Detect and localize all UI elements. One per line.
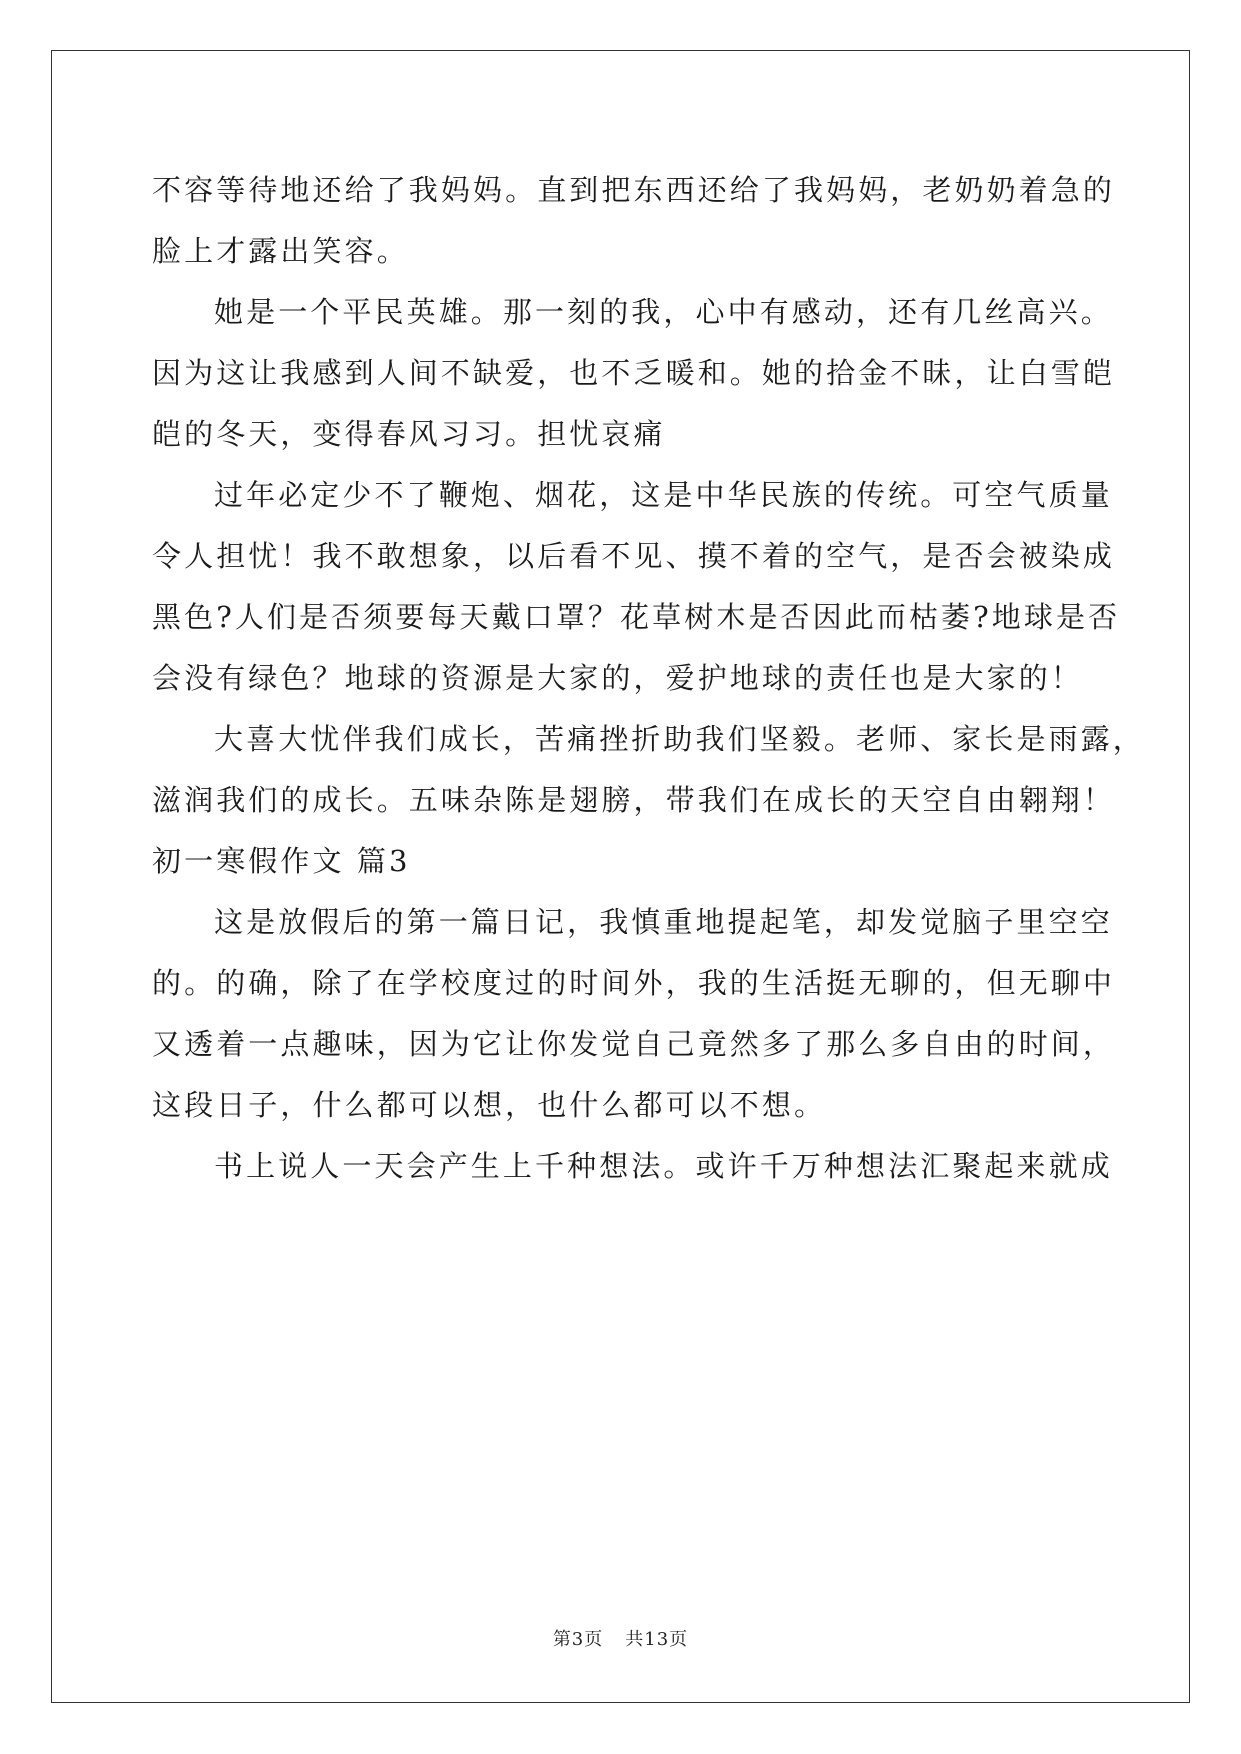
text-line: 会没有绿色？地球的资源是大家的，爱护地球的责任也是大家的！ (152, 661, 1083, 695)
text-line: 因为这让我感到人间不缺爱，也不乏暖和。她的拾金不昧，让白雪皑 (152, 356, 1116, 390)
text-line: 滋润我们的成长。五味杂陈是翅膀，带我们在成长的天空自由翱翔！ (152, 783, 1116, 817)
page-footer (0, 1625, 1241, 1651)
text-line: 这是放假后的第一篇日记，我慎重地提起笔，却发觉脑子里空空 (214, 905, 1113, 939)
text-line: 不容等待地还给了我妈妈。直到把东西还给了我妈妈，老奶奶着急的 (152, 173, 1116, 207)
text-line: 她是一个平民英雄。那一刻的我，心中有感动，还有几丝高兴。 (214, 295, 1113, 329)
text-line: 又透着一点趣味，因为它让你发觉自己竟然多了那么多自由的时间， (152, 1027, 1116, 1061)
document-body (152, 160, 1145, 1197)
page-total: 共13页 (625, 1629, 689, 1650)
text-line: 黑色?人们是否须要每天戴口罩？花草树木是否因此而枯萎?地球是否 (152, 600, 1121, 634)
text-line: 令人担忧！我不敢想象，以后看不见、摸不着的空气，是否会被染成 (152, 539, 1116, 573)
text-line: 的。的确，除了在学校度过的时间外，我的生活挺无聊的，但无聊中 (152, 966, 1116, 1000)
text-line: 皑的冬天，变得春风习习。担忧哀痛 (152, 417, 666, 451)
section-heading: 初一寒假作文 篇3 (152, 844, 411, 878)
text-line: 书上说人一天会产生上千种想法。或许千万种想法汇聚起来就成 (214, 1149, 1113, 1183)
text-line: 过年必定少不了鞭炮、烟花，这是中华民族的传统。可空气质量 (214, 478, 1113, 512)
text-line: 这段日子，什么都可以想，也什么都可以不想。 (152, 1088, 827, 1122)
page-number: 第3页 (552, 1629, 604, 1650)
text-line: 脸上才露出笑容。 (152, 234, 409, 268)
text-line: 大喜大忧伴我们成长，苦痛挫折助我们坚毅。老师、家长是雨露， (214, 722, 1145, 756)
